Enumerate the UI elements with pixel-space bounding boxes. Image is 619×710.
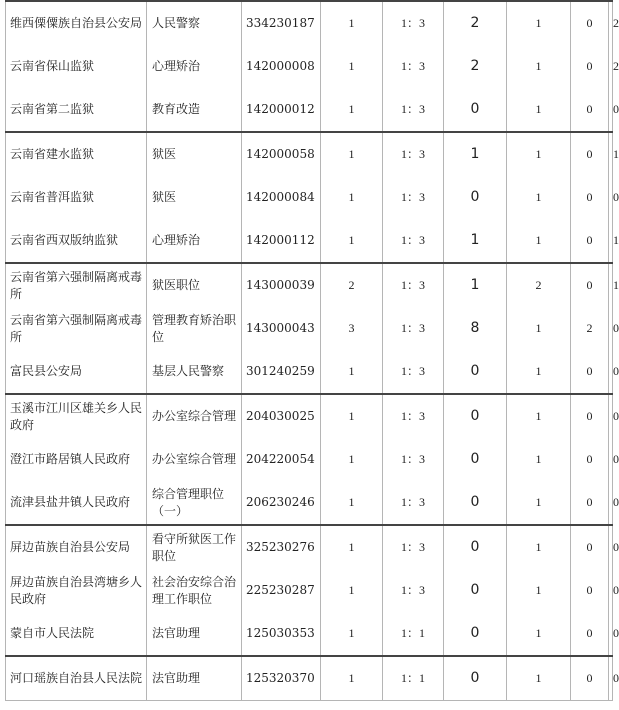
- applicants-cell: 0: [444, 350, 507, 394]
- ratio-cell: 1：3: [383, 176, 444, 219]
- value-cell-7: 0: [571, 132, 609, 176]
- value-cell-6: 1: [507, 569, 571, 612]
- value-cell-8: 2: [609, 45, 613, 88]
- department-cell: 河口瑶族自治县人民法院: [6, 656, 147, 701]
- ratio-cell: 1：3: [383, 45, 444, 88]
- value-cell-6: 1: [507, 1, 571, 45]
- table-row: [6, 350, 613, 394]
- position-code-cell: 142000012: [242, 88, 321, 132]
- value-cell-7: 0: [571, 263, 609, 307]
- table-row: [6, 569, 613, 612]
- applicants-cell: 0: [444, 481, 507, 525]
- position-cell: 基层人民警察: [147, 350, 242, 394]
- value-cell-6: 1: [507, 350, 571, 394]
- applicants-cell: 2: [444, 45, 507, 88]
- position-cell: 教育改造: [147, 88, 242, 132]
- plan-count-cell: 1: [321, 132, 383, 176]
- value-cell-8: 0: [609, 176, 613, 219]
- value-cell-7: 0: [571, 481, 609, 525]
- value-cell-8: 0: [609, 394, 613, 438]
- plan-count-cell: 1: [321, 481, 383, 525]
- position-cell: 管理教育矫治职位: [147, 307, 242, 350]
- applicants-cell: 0: [444, 612, 507, 656]
- value-cell-7: 0: [571, 88, 609, 132]
- department-cell: 云南省西双版纳监狱: [6, 219, 147, 263]
- ratio-cell: 1：3: [383, 1, 444, 45]
- ratio-cell: 1：3: [383, 481, 444, 525]
- table-row: [6, 481, 613, 525]
- position-cell: 法官助理: [147, 656, 242, 701]
- department-cell: 流津县盐井镇人民政府: [6, 481, 147, 525]
- plan-count-cell: 1: [321, 45, 383, 88]
- ratio-cell: 1：3: [383, 569, 444, 612]
- ratio-cell: 1：3: [383, 525, 444, 569]
- plan-count-cell: 1: [321, 219, 383, 263]
- position-cell: 法官助理: [147, 612, 242, 656]
- position-cell: 办公室综合管理: [147, 438, 242, 481]
- plan-count-cell: 1: [321, 1, 383, 45]
- applicants-cell: 2: [444, 1, 507, 45]
- position-code-cell: 142000058: [242, 132, 321, 176]
- position-code-cell: 301240259: [242, 350, 321, 394]
- value-cell-6: 1: [507, 438, 571, 481]
- value-cell-7: 0: [571, 569, 609, 612]
- value-cell-7: 0: [571, 612, 609, 656]
- position-code-cell: 142000008: [242, 45, 321, 88]
- department-cell: 云南省第六强制隔离戒毒所: [6, 263, 147, 307]
- table-row: [6, 132, 613, 176]
- department-cell: 玉溪市江川区雄关乡人民政府: [6, 394, 147, 438]
- value-cell-6: 1: [507, 45, 571, 88]
- applicants-cell: 0: [444, 525, 507, 569]
- position-cell: 狱医: [147, 132, 242, 176]
- position-code-cell: 204030025: [242, 394, 321, 438]
- value-cell-6: 2: [507, 263, 571, 307]
- value-cell-6: 1: [507, 656, 571, 701]
- department-cell: 蒙自市人民法院: [6, 612, 147, 656]
- ratio-cell: 1：3: [383, 307, 444, 350]
- position-cell: 社会治安综合治理工作职位: [147, 569, 242, 612]
- table-row: [6, 219, 613, 263]
- value-cell-7: 0: [571, 1, 609, 45]
- position-code-cell: 225230287: [242, 569, 321, 612]
- value-cell-8: 1: [609, 132, 613, 176]
- position-code-cell: 325230276: [242, 525, 321, 569]
- value-cell-8: 0: [609, 481, 613, 525]
- value-cell-6: 1: [507, 132, 571, 176]
- position-cell: 人民警察: [147, 1, 242, 45]
- plan-count-cell: 2: [321, 263, 383, 307]
- value-cell-8: 0: [609, 350, 613, 394]
- department-cell: 云南省第二监狱: [6, 88, 147, 132]
- positions-table: [5, 0, 619, 701]
- plan-count-cell: 1: [321, 176, 383, 219]
- table-row: [6, 45, 613, 88]
- value-cell-6: 1: [507, 88, 571, 132]
- applicants-cell: 1: [444, 219, 507, 263]
- table-row: [6, 612, 613, 656]
- department-cell: 维西傈僳族自治县公安局: [6, 1, 147, 45]
- position-code-cell: 142000112: [242, 219, 321, 263]
- value-cell-8: 0: [609, 612, 613, 656]
- department-cell: 云南省建水监狱: [6, 132, 147, 176]
- value-cell-8: 0: [609, 525, 613, 569]
- applicants-cell: 8: [444, 307, 507, 350]
- ratio-cell: 1：3: [383, 88, 444, 132]
- department-cell: 屏边苗族自治县公安局: [6, 525, 147, 569]
- position-code-cell: 206230246: [242, 481, 321, 525]
- table-row: [6, 1, 613, 45]
- ratio-cell: 1：3: [383, 350, 444, 394]
- position-cell: 狱医: [147, 176, 242, 219]
- table-row: [6, 307, 613, 350]
- plan-count-cell: 1: [321, 394, 383, 438]
- position-code-cell: 334230187: [242, 1, 321, 45]
- value-cell-8: 0: [609, 569, 613, 612]
- position-code-cell: 125030353: [242, 612, 321, 656]
- department-cell: 云南省第六强制隔离戒毒所: [6, 307, 147, 350]
- applicants-cell: 0: [444, 438, 507, 481]
- value-cell-8: 0: [609, 307, 613, 350]
- value-cell-6: 1: [507, 525, 571, 569]
- plan-count-cell: 1: [321, 438, 383, 481]
- value-cell-7: 0: [571, 394, 609, 438]
- value-cell-7: 0: [571, 219, 609, 263]
- applicants-cell: 0: [444, 176, 507, 219]
- ratio-cell: 1：3: [383, 263, 444, 307]
- value-cell-7: 0: [571, 350, 609, 394]
- value-cell-7: 2: [571, 307, 609, 350]
- position-cell: 心理矫治: [147, 45, 242, 88]
- applicants-cell: 1: [444, 263, 507, 307]
- department-cell: 澄江市路居镇人民政府: [6, 438, 147, 481]
- plan-count-cell: 1: [321, 612, 383, 656]
- position-cell: 看守所狱医工作职位: [147, 525, 242, 569]
- table-row: [6, 88, 613, 132]
- position-cell: 心理矫治: [147, 219, 242, 263]
- value-cell-8: 0: [609, 438, 613, 481]
- applicants-cell: 1: [444, 132, 507, 176]
- applicants-cell: 0: [444, 88, 507, 132]
- department-cell: 富民县公安局: [6, 350, 147, 394]
- position-code-cell: 143000043: [242, 307, 321, 350]
- ratio-cell: 1：3: [383, 394, 444, 438]
- value-cell-7: 0: [571, 45, 609, 88]
- position-cell: 综合管理职位（一）: [147, 481, 242, 525]
- value-cell-6: 1: [507, 307, 571, 350]
- ratio-cell: 1：3: [383, 438, 444, 481]
- department-cell: 云南省保山监狱: [6, 45, 147, 88]
- table-row: [6, 525, 613, 569]
- value-cell-8: 2: [609, 1, 613, 45]
- value-cell-6: 1: [507, 481, 571, 525]
- plan-count-cell: 3: [321, 307, 383, 350]
- plan-count-cell: 1: [321, 569, 383, 612]
- value-cell-7: 0: [571, 176, 609, 219]
- position-cell: 狱医职位: [147, 263, 242, 307]
- position-code-cell: 204220054: [242, 438, 321, 481]
- value-cell-8: 1: [609, 219, 613, 263]
- position-code-cell: 142000084: [242, 176, 321, 219]
- plan-count-cell: 1: [321, 88, 383, 132]
- department-cell: 云南省普洱监狱: [6, 176, 147, 219]
- plan-count-cell: 1: [321, 656, 383, 701]
- table-body: [6, 1, 619, 701]
- value-cell-6: 1: [507, 219, 571, 263]
- position-code-cell: 125320370: [242, 656, 321, 701]
- table-row: [6, 438, 613, 481]
- table-row: [6, 263, 613, 307]
- table-row: [6, 176, 613, 219]
- value-cell-8: 0: [609, 656, 613, 701]
- value-cell-6: 1: [507, 394, 571, 438]
- ratio-cell: 1：3: [383, 132, 444, 176]
- ratio-cell: 1：1: [383, 612, 444, 656]
- plan-count-cell: 1: [321, 350, 383, 394]
- table-row: [6, 656, 613, 701]
- value-cell-8: 0: [609, 88, 613, 132]
- applicants-cell: 0: [444, 656, 507, 701]
- ratio-cell: 1：1: [383, 656, 444, 701]
- applicants-cell: 0: [444, 569, 507, 612]
- ratio-cell: 1：3: [383, 219, 444, 263]
- value-cell-6: 1: [507, 612, 571, 656]
- department-cell: 屏边苗族自治县湾塘乡人民政府: [6, 569, 147, 612]
- position-code-cell: 143000039: [242, 263, 321, 307]
- value-cell-6: 1: [507, 176, 571, 219]
- plan-count-cell: 1: [321, 525, 383, 569]
- value-cell-7: 0: [571, 656, 609, 701]
- applicants-cell: 0: [444, 394, 507, 438]
- value-cell-8: 1: [609, 263, 613, 307]
- value-cell-7: 0: [571, 438, 609, 481]
- table-row: [6, 394, 613, 438]
- value-cell-7: 0: [571, 525, 609, 569]
- position-cell: 办公室综合管理: [147, 394, 242, 438]
